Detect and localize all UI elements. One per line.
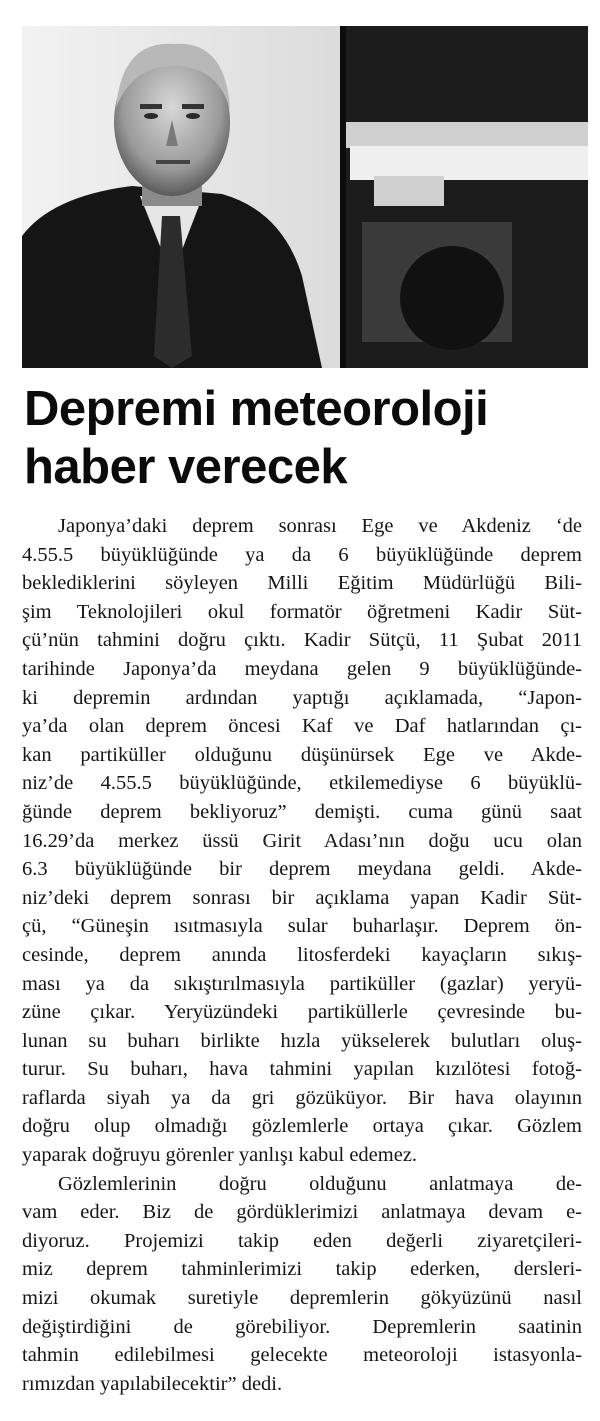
- body-line: şim Teknolojileri okul formatör öğretmeni Kadir Süt-: [22, 600, 582, 623]
- body-line: ki depremin ardından yaptığı açıklamada, “Japon-: [22, 686, 582, 709]
- headline-line: Depremi meteoroloji: [24, 382, 489, 436]
- body-line: 6.3 büyüklüğünde bir deprem meydana geldi. Akde-: [22, 858, 582, 881]
- body-line: ması ya da sıkıştırılmasıyla partiküller (gazlar) yeryü-: [22, 972, 582, 995]
- article-body: [22, 512, 582, 1398]
- body-line: tarihinde Japonya’da meydana gelen 9 büyüklüğünde-: [22, 657, 582, 680]
- body-line: rımızdan yapılabilecektir” dedi.: [22, 1372, 283, 1395]
- body-line: turur. Su buharı, hava tahmini yapılan kızılötesi fotoğ-: [22, 1058, 582, 1081]
- portrait-photo-icon: [22, 26, 588, 368]
- body-line: diyoruz. Projemizi takip eden değerli ziyaretçileri-: [22, 1229, 582, 1252]
- body-line: ya’da olan deprem öncesi Kaf ve Daf hatlarından çı-: [22, 715, 582, 738]
- headline-line: haber verecek: [24, 440, 348, 494]
- body-line: kan partiküller olduğunu düşünürsek Ege ve Akde-: [22, 743, 582, 766]
- body-line: lunan su buharı birlikte hızla yükselerek bulutları oluş-: [22, 1029, 582, 1052]
- body-line: vam eder. Biz de gördüklerimizi anlatmaya devam e-: [22, 1201, 582, 1224]
- body-line: niz’de 4.55.5 büyüklüğünde, etkilemediyse 6 büyüklü-: [22, 772, 582, 795]
- body-line: miz deprem tahminlerimizi takip ederken, dersleri-: [22, 1258, 582, 1281]
- body-line: tahmin edilebilmesi gelecekte meteoroloji istasyonla-: [22, 1344, 582, 1367]
- body-line: niz’deki deprem sonrası bir açıklama yapan Kadir Süt-: [22, 886, 582, 909]
- article-headline: [24, 380, 584, 496]
- body-line: züne çıkar. Yeryüzündeki partiküllerle çevresinde bu-: [22, 1001, 582, 1024]
- article-photo: [22, 26, 588, 368]
- body-line: ğünde deprem bekliyoruz” demişti. cuma günü saat: [22, 800, 582, 823]
- article-paragraph: [22, 512, 582, 1170]
- body-line: yaparak doğruyu görenler yanlışı kabul edemez.: [22, 1144, 418, 1167]
- body-line: değiştirdiğini de görebiliyor. Depremlerin saatinin: [22, 1315, 582, 1338]
- body-line: beklediklerini söyleyen Milli Eğitim Müdürlüğü Bili-: [22, 572, 582, 595]
- body-line: cesinde, deprem anında litosferdeki kayaçların sıkış-: [22, 943, 582, 966]
- body-line: mizi okumak suretiyle depremlerin gökyüzünü nasıl: [22, 1287, 582, 1310]
- body-line: çü, “Güneşin ısıtmasıyla sular buharlaşır. Deprem ön-: [22, 915, 582, 938]
- body-line: doğru olup olmadığı gözlemlerle ortaya çıkar. Gözlem: [22, 1115, 582, 1138]
- body-line: Gözlemlerinin doğru olduğunu anlatmaya de-: [58, 1172, 582, 1195]
- body-line: Japonya’daki deprem sonrası Ege ve Akdeniz ‘de: [58, 515, 582, 537]
- article-paragraph: [22, 1170, 582, 1399]
- body-line: 16.29’da merkez üssü Girit Adası’nın doğu ucu olan: [22, 829, 582, 852]
- body-line: çü’nün tahmini doğru çıktı. Kadir Sütçü, 11 Şubat 2011: [22, 629, 582, 652]
- body-line: raflarda siyah ya da gri gözüküyor. Bir hava olayının: [22, 1086, 582, 1109]
- body-line: 4.55.5 büyüklüğünde ya da 6 büyüklüğünde deprem: [22, 543, 582, 566]
